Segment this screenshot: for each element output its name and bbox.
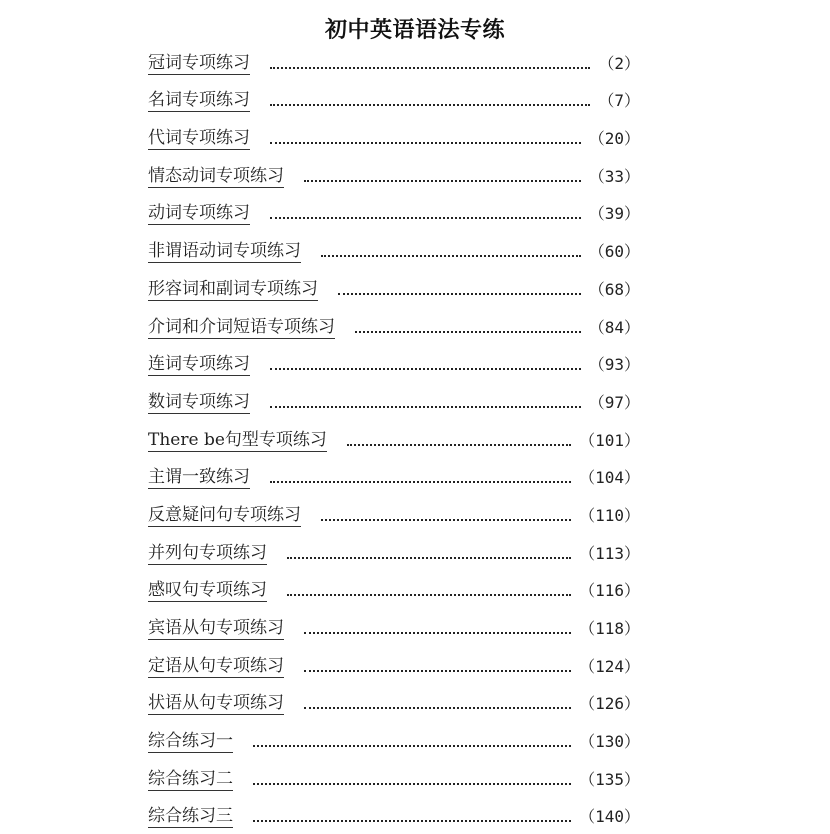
dot-leader: [270, 67, 590, 69]
toc-entry-label[interactable]: 情态动词专项练习: [148, 165, 284, 186]
toc-entry-page: （93）: [588, 355, 640, 375]
toc-entry[interactable]: [148, 458, 640, 496]
toc-entry[interactable]: [148, 382, 640, 420]
toc-entry[interactable]: [148, 156, 640, 194]
toc-entry-page: （135）: [579, 769, 640, 789]
dot-leader: [270, 217, 581, 219]
toc-entry-page: （124）: [579, 656, 640, 676]
toc-entry-label[interactable]: 动词专项练习: [148, 203, 250, 224]
toc-entry[interactable]: [148, 608, 640, 646]
toc-entry-label[interactable]: 综合练习三: [148, 806, 233, 827]
dot-leader: [253, 783, 571, 785]
toc-entry[interactable]: [148, 194, 640, 232]
toc-entry[interactable]: [148, 81, 640, 119]
document-title: 初中英语语法专练: [324, 17, 505, 43]
toc-entry-label[interactable]: 综合练习二: [148, 768, 233, 789]
toc-entry-page: （33）: [588, 166, 640, 186]
toc-entry-label[interactable]: 并列句专项练习: [148, 542, 267, 563]
dot-leader: [338, 293, 581, 295]
dot-leader: [253, 820, 571, 822]
toc-entry[interactable]: [148, 345, 640, 383]
dot-leader: [270, 406, 581, 408]
toc-entry-label[interactable]: 名词专项练习: [148, 90, 250, 111]
dot-leader: [270, 104, 590, 106]
toc-entry-page: （126）: [579, 694, 640, 714]
dot-leader: [321, 255, 581, 257]
toc-entry-page: （39）: [588, 204, 640, 224]
toc-entry[interactable]: [148, 118, 640, 156]
dot-leader: [304, 632, 571, 634]
toc-entry-page: （97）: [588, 392, 640, 412]
toc-entry[interactable]: [148, 495, 640, 533]
toc-entry-label[interactable]: 介词和介词短语专项练习: [148, 316, 335, 337]
toc-entry-page: （104）: [579, 468, 640, 488]
toc-entry-label[interactable]: 定语从句专项练习: [148, 655, 284, 676]
toc-entry-label[interactable]: 形容词和副词专项练习: [148, 278, 318, 299]
toc-entry-label[interactable]: 状语从句专项练习: [148, 693, 284, 714]
dot-leader: [270, 368, 581, 370]
toc-entry[interactable]: [148, 797, 640, 834]
toc-entry-label[interactable]: 连词专项练习: [148, 354, 250, 375]
toc-entry-page: （130）: [579, 732, 640, 752]
toc-entry-page: （113）: [579, 543, 640, 563]
toc-entry[interactable]: [148, 684, 640, 722]
toc-entry-label[interactable]: 宾语从句专项练习: [148, 618, 284, 638]
dot-leader: [347, 444, 571, 446]
dot-leader: [270, 142, 581, 144]
toc-entry[interactable]: [148, 231, 640, 269]
toc-entry-label[interactable]: 代词专项练习: [148, 128, 250, 149]
toc-entry-label[interactable]: 反意疑问句专项练习: [148, 504, 301, 525]
toc-entry-label[interactable]: 数词专项练习: [148, 391, 250, 412]
dot-leader: [253, 745, 571, 747]
toc-entry-label[interactable]: 非谓语动词专项练习: [148, 241, 301, 262]
dot-leader: [304, 707, 571, 709]
dot-leader: [355, 331, 581, 333]
toc-entry[interactable]: [148, 759, 640, 797]
toc-entry[interactable]: [148, 533, 640, 571]
toc-entry-page: （20）: [588, 129, 640, 149]
toc-entry-page: （68）: [588, 279, 640, 299]
toc-entry-label[interactable]: 感叹句专项练习: [148, 580, 267, 601]
toc-entry-page: （110）: [579, 505, 640, 525]
toc-entry-page: （118）: [579, 619, 640, 638]
toc-entry[interactable]: [148, 646, 640, 684]
toc-entry-page: （7）: [598, 91, 640, 111]
dot-leader: [287, 594, 571, 596]
toc-entry-label[interactable]: 主谓一致练习: [148, 467, 250, 488]
toc-entry[interactable]: [148, 307, 640, 345]
toc-entry-label[interactable]: There be句型专项练习: [148, 429, 327, 450]
toc-entry[interactable]: [148, 43, 640, 81]
toc-entry-page: （140）: [579, 807, 640, 827]
dot-leader: [304, 670, 571, 672]
toc-entry[interactable]: [148, 571, 640, 609]
toc-entry-page: （84）: [588, 317, 640, 337]
toc-entry-page: （2）: [598, 53, 640, 73]
dot-leader: [270, 481, 571, 483]
toc-entry-label[interactable]: 综合练习一: [148, 731, 233, 752]
toc-entry-page: （60）: [588, 242, 640, 262]
dot-leader: [287, 557, 571, 559]
toc-entry-page: （116）: [579, 581, 640, 601]
table-of-contents: [148, 43, 640, 834]
toc-entry-label[interactable]: 冠词专项练习: [148, 52, 250, 73]
toc-entry[interactable]: [148, 420, 640, 458]
dot-leader: [304, 180, 581, 182]
toc-entry[interactable]: [148, 721, 640, 759]
toc-entry[interactable]: [148, 269, 640, 307]
dot-leader: [321, 519, 571, 521]
toc-entry-page: （101）: [579, 430, 640, 450]
